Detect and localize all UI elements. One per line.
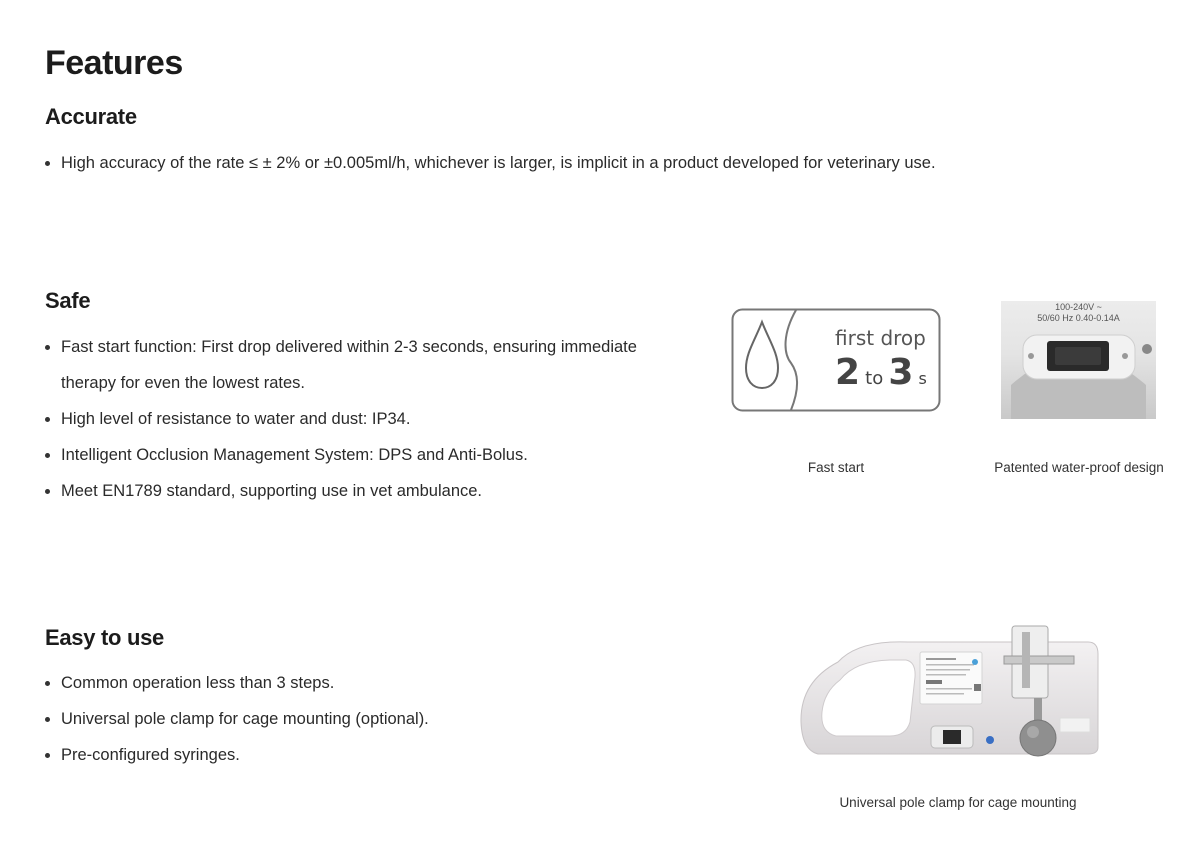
list-item: High level of resistance to water and dust: IP34. (45, 401, 665, 437)
caption-pole-clamp: Universal pole clamp for cage mounting (839, 795, 1077, 810)
first-drop-label: first drop (835, 326, 926, 350)
power-socket-icon (1001, 325, 1156, 419)
safe-list (45, 329, 665, 509)
easy-list (45, 665, 665, 773)
list-item: Intelligent Occlusion Management System: DPS and Anti-Bolus. (45, 437, 665, 473)
section-heading-safe: Safe (45, 288, 91, 313)
list-item: High accuracy of the rate ≤ ± 2% or ±0.005ml/h, whichever is larger, is implicit in a product developed for veterinary use. (45, 145, 1145, 181)
power-rating-label: 100-240V ~ 50/60 Hz 0.40-0.14A (1037, 302, 1120, 323)
accurate-list (45, 145, 1145, 181)
pump-clamp-photo (798, 622, 1103, 767)
list-item: Pre-configured syringes. (45, 737, 665, 773)
caption-fast-start: Fast start (807, 460, 865, 475)
caption-waterproof: Patented water-proof design (994, 460, 1164, 475)
list-item: Universal pole clamp for cage mounting (optional). (45, 701, 665, 737)
section-heading-easy: Easy to use (45, 625, 164, 650)
fast-start-time: 2 to 3 s (835, 352, 927, 393)
section-heading-accurate: Accurate (45, 104, 137, 129)
fast-start-graphic (731, 308, 941, 412)
page-title: Features (45, 44, 183, 82)
list-item: Common operation less than 3 steps. (45, 665, 665, 701)
list-item: Meet EN1789 standard, supporting use in vet ambulance. (45, 473, 665, 509)
waterproof-photo (1001, 301, 1156, 419)
list-item: Fast start function: First drop delivered within 2-3 seconds, ensuring immediate therapy for even the lowest rates. (45, 329, 665, 401)
